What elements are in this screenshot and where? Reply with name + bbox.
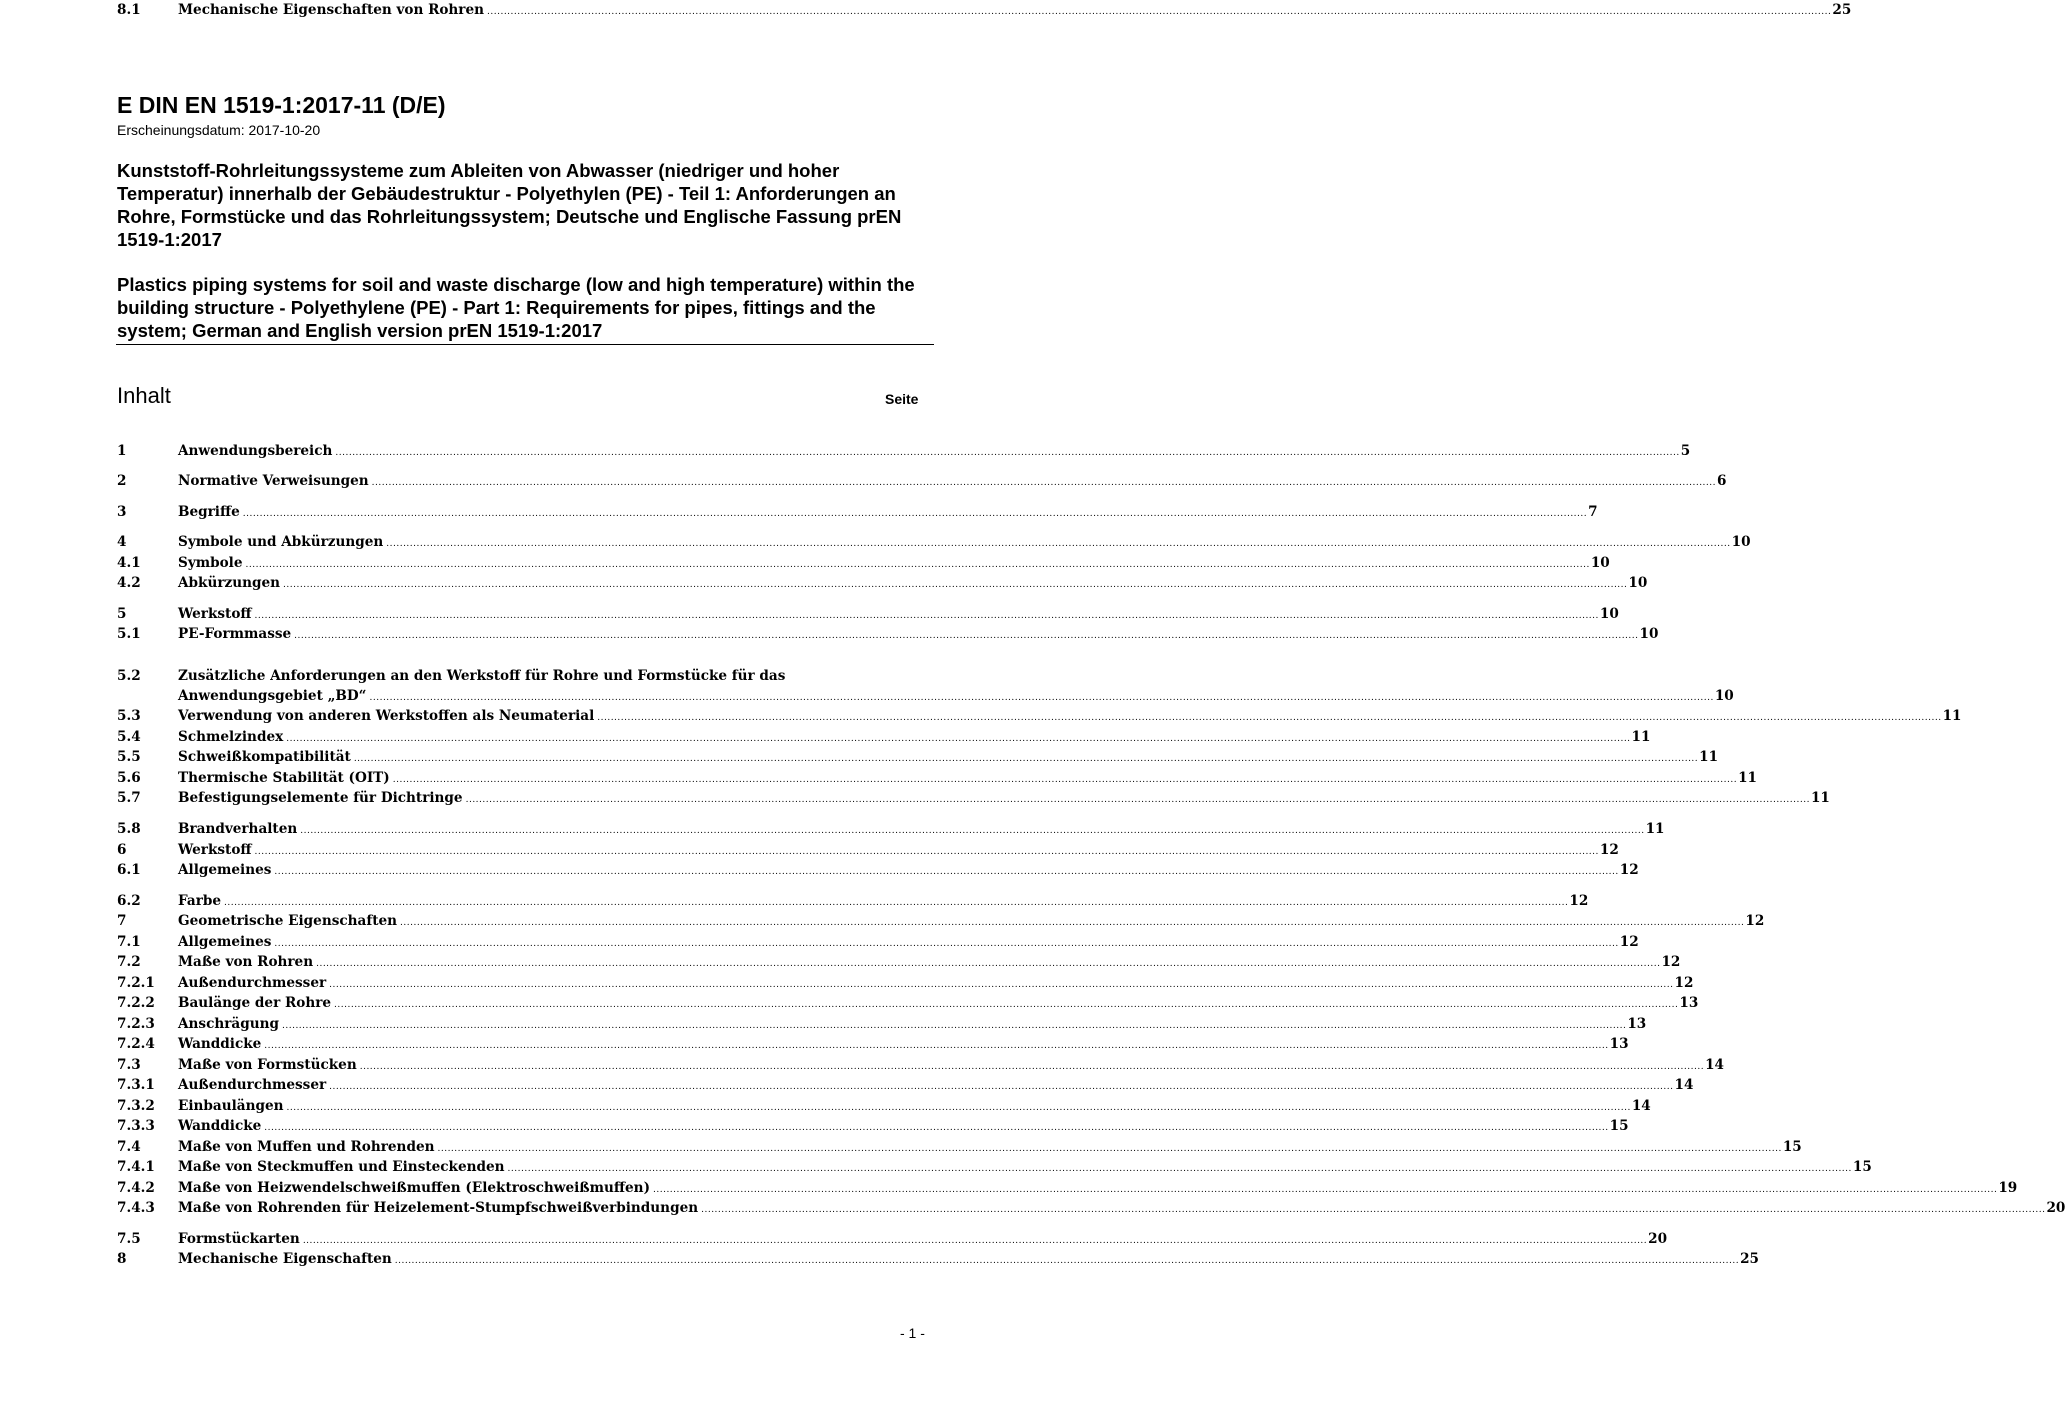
toc-entry-title: Anschrägung [178, 1016, 279, 1032]
toc-entry[interactable] [117, 1229, 1668, 1249]
toc-dot-leader: ................................................................................................................................................................................................................................................................................................................................................................................................................ [335, 448, 1680, 458]
toc-entry-page: 12 [1619, 934, 1639, 950]
toc-entry[interactable] [117, 747, 1719, 767]
toc-dot-leader: ................................................................................................................................................................................................................................................................................................................................................................................................................ [264, 1041, 1609, 1051]
toc-entry-number: 7.5 [117, 1231, 141, 1247]
toc-dot-leader: ................................................................................................................................................................................................................................................................................................................................................................................................................ [353, 754, 1699, 764]
toc-entry-page: 10 [1628, 575, 1648, 591]
toc-entry-number: 7.4.2 [117, 1180, 155, 1196]
toc-entry-number: 7.2.2 [117, 995, 155, 1011]
toc-dot-leader: ................................................................................................................................................................................................................................................................................................................................................................................................................ [701, 1205, 2046, 1215]
toc-entry-title: Maße von Formstücken [178, 1057, 357, 1073]
toc-dot-leader: ................................................................................................................................................................................................................................................................................................................................................................................................................ [386, 539, 1731, 549]
toc-entry[interactable] [117, 1157, 1872, 1177]
toc-entry-title: Maße von Rohren [178, 954, 314, 970]
toc-entry-number: 7.4.1 [117, 1159, 155, 1175]
toc-dot-leader: ................................................................................................................................................................................................................................................................................................................................................................................................................ [283, 580, 1628, 590]
toc-entry-number: 7.3.2 [117, 1098, 155, 1114]
toc-entry[interactable] [117, 553, 1610, 573]
toc-dot-leader: ................................................................................................................................................................................................................................................................................................................................................................................................................ [242, 509, 1588, 519]
document-id: E DIN EN 1519-1:2017-11 (D/E) [117, 92, 446, 118]
toc-entry-number: 6.1 [117, 862, 141, 878]
toc-entry-number: 7.2.4 [117, 1036, 155, 1052]
toc-dot-leader: ................................................................................................................................................................................................................................................................................................................................................................................................................ [282, 1021, 1627, 1031]
toc-entry[interactable] [117, 891, 1589, 911]
toc-entry-page: 15 [1782, 1139, 1802, 1155]
toc-entry-page: 19 [1998, 1180, 2018, 1196]
toc-entry[interactable] [117, 1198, 2065, 1218]
toc-entry[interactable] [117, 624, 1659, 644]
toc-entry-title: Zusätzliche Anforderungen an den Werkstoff für Rohre und Formstücke für das [178, 668, 786, 684]
toc-entry-title: Werkstoff [178, 842, 252, 858]
toc-entry[interactable] [117, 1055, 1724, 1075]
toc-entry-number: 5.8 [117, 821, 141, 837]
toc-entry-page: 12 [1619, 862, 1639, 878]
toc-entry-title: Schmelzindex [178, 729, 284, 745]
toc-dot-leader: ................................................................................................................................................................................................................................................................................................................................................................................................................ [329, 1082, 1674, 1092]
toc-entry-number: 5.3 [117, 708, 141, 724]
toc-entry-title: Thermische Stabilität (OIT) [178, 770, 390, 786]
toc-entry-page: 11 [1810, 790, 1830, 806]
toc-entry-page: 10 [1714, 688, 1734, 704]
toc-entry-title: Maße von Heizwendelschweißmuffen (Elektroschweißmuffen) [178, 1180, 650, 1196]
toc-entry[interactable] [117, 573, 1648, 593]
toc-entry-number: 5.5 [117, 749, 141, 765]
toc-entry-title: Befestigungselemente für Dichtringe [178, 790, 463, 806]
toc-entry-page: 10 [1731, 534, 1751, 550]
toc-entry-number: 7.4 [117, 1139, 141, 1155]
toc-entry-number: 7.3 [117, 1057, 141, 1073]
toc-entry[interactable] [117, 819, 1665, 839]
toc-entry-page: 13 [1609, 1036, 1629, 1052]
toc-entry[interactable] [117, 911, 1765, 931]
toc-entry-title: Symbole und Abkürzungen [178, 534, 384, 550]
toc-entry-number: 8.1 [117, 2, 141, 18]
toc-entry-title: Außendurchmesser [178, 975, 327, 991]
toc-entry[interactable] [117, 1014, 1647, 1034]
toc-entry[interactable] [117, 973, 1694, 993]
toc-entry-number: 5.1 [117, 626, 141, 642]
toc-entry-page: 15 [1609, 1118, 1629, 1134]
toc-entry[interactable] [117, 604, 1619, 624]
toc-dot-leader: ................................................................................................................................................................................................................................................................................................................................................................................................................ [392, 775, 1738, 785]
toc-entry-page: 11 [1631, 729, 1651, 745]
toc-entry-page: 12 [1569, 893, 1589, 909]
toc-entry-page: 7 [1588, 504, 1598, 520]
toc-entry-number: 1 [117, 443, 127, 459]
toc-dot-leader: ................................................................................................................................................................................................................................................................................................................................................................................................................ [465, 795, 1810, 805]
toc-entry-page: 10 [1599, 606, 1619, 622]
toc-dot-leader: ................................................................................................................................................................................................................................................................................................................................................................................................................ [359, 1062, 1705, 1072]
toc-dot-leader: ................................................................................................................................................................................................................................................................................................................................................................................................................ [254, 847, 1599, 857]
toc-entry-title: Abkürzungen [178, 575, 281, 591]
toc-entry[interactable] [117, 860, 1639, 880]
toc-entry-page: 15 [1852, 1159, 1872, 1175]
toc-entry-title: Mechanische Eigenschaften [178, 1251, 392, 1267]
toc-entry-number: 4.2 [117, 575, 141, 591]
toc-entry[interactable] [117, 1178, 2018, 1198]
toc-dot-leader: ................................................................................................................................................................................................................................................................................................................................................................................................................ [507, 1164, 1852, 1174]
toc-entry-page: 11 [1738, 770, 1757, 786]
toc-entry-page: 13 [1627, 1016, 1647, 1032]
toc-entry[interactable] [117, 706, 1962, 726]
english-title: Plastics piping systems for soil and waste discharge (low and high temperature) within the building structure - Polyethylene (PE) - Part 1: Requirements for pipes, fittings and the system; German and English version prEN 1519-1:2017 [117, 274, 915, 341]
toc-entry-page: 25 [1832, 2, 1852, 18]
toc-entry-number: 7.2 [117, 954, 141, 970]
toc-dot-leader: ................................................................................................................................................................................................................................................................................................................................................................................................................ [286, 734, 1631, 744]
toc-entry[interactable] [117, 668, 1734, 706]
title-divider [116, 344, 934, 345]
german-title: Kunststoff-Rohrleitungssysteme zum Ableiten von Abwasser (niedriger und hoher Temperatur) innerhalb der Gebäudestruktur - Polyethylen (PE) - Teil 1: Anforderungen an Rohre, Formstücke und das Rohrleitungssystem; Deutsche und Englische Fassung prEN 1519-1:2017 [117, 160, 902, 250]
toc-entry-number: 5 [117, 606, 127, 622]
toc-dot-leader: ................................................................................................................................................................................................................................................................................................................................................................................................................ [300, 826, 1645, 836]
toc-entry-number: 7.1 [117, 934, 141, 950]
toc-entry-number: 4 [117, 534, 127, 550]
toc-entry[interactable] [117, 1034, 1629, 1054]
toc-entry-number: 8 [117, 1251, 127, 1267]
toc-dot-leader: ................................................................................................................................................................................................................................................................................................................................................................................................................ [487, 7, 1832, 17]
toc-entry-title: Einbaulängen [178, 1098, 284, 1114]
toc-entry[interactable] [117, 441, 1691, 461]
toc-entry-title: Brandverhalten [178, 821, 298, 837]
toc-dot-leader: ................................................................................................................................................................................................................................................................................................................................................................................................................ [400, 918, 1745, 928]
toc-entry-page: 14 [1631, 1098, 1651, 1114]
toc-entry[interactable] [117, 932, 1639, 952]
toc-entry-title: PE-Formmasse [178, 626, 292, 642]
toc-entry-page: 11 [1699, 749, 1719, 765]
toc-entry[interactable] [117, 471, 1727, 491]
toc-entry-number: 5.7 [117, 790, 141, 806]
toc-entry-number: 5.2 [117, 668, 141, 684]
toc-entry-page: 20 [1648, 1231, 1668, 1247]
toc-entry-number: 7.3.1 [117, 1077, 155, 1093]
toc-entry[interactable] [117, 0, 1852, 20]
toc-entry-number: 2 [117, 473, 127, 489]
toc-entry[interactable] [117, 1137, 1802, 1157]
toc-entry[interactable] [117, 768, 1757, 788]
toc-entry[interactable] [117, 532, 1751, 552]
toc-dot-leader: ................................................................................................................................................................................................................................................................................................................................................................................................................ [274, 939, 1619, 949]
toc-entry-title: Außendurchmesser [178, 1077, 327, 1093]
toc-dot-leader: ................................................................................................................................................................................................................................................................................................................................................................................................................ [286, 1103, 1631, 1113]
toc-entry-number: 7.2.3 [117, 1016, 155, 1032]
toc-entry-number: 3 [117, 504, 127, 520]
toc-entry-title: Allgemeines [178, 934, 272, 950]
publication-date: Erscheinungsdatum: 2017-10-20 [117, 122, 321, 138]
toc-entry-page: 11 [1942, 708, 1962, 724]
toc-entry-page: 6 [1717, 473, 1727, 489]
toc-entry-page: 5 [1680, 443, 1691, 459]
toc-entry[interactable] [117, 1116, 1629, 1136]
toc-entry-number: 7.4.3 [117, 1200, 155, 1216]
toc-entry[interactable] [117, 1075, 1694, 1095]
toc-dot-leader: ................................................................................................................................................................................................................................................................................................................................................................................................................ [294, 631, 1639, 641]
toc-dot-leader: ................................................................................................................................................................................................................................................................................................................................................................................................................ [369, 693, 1714, 703]
toc-entry-page: 11 [1645, 821, 1665, 837]
toc-dot-leader: ................................................................................................................................................................................................................................................................................................................................................................................................................ [597, 713, 1942, 723]
toc-dot-leader: ................................................................................................................................................................................................................................................................................................................................................................................................................ [334, 1000, 1679, 1010]
toc-entry-page: 10 [1590, 555, 1610, 571]
toc-entry-number: 5.6 [117, 770, 141, 786]
toc-dot-leader: ................................................................................................................................................................................................................................................................................................................................................................................................................ [437, 1144, 1782, 1154]
toc-heading: Inhalt [117, 383, 171, 408]
toc-dot-leader: ................................................................................................................................................................................................................................................................................................................................................................................................................ [329, 980, 1674, 990]
toc-entry-page: 20 [2046, 1200, 2065, 1216]
toc-entry[interactable] [117, 1096, 1651, 1116]
toc-entry-title: Allgemeines [178, 862, 272, 878]
toc-entry-title: Werkstoff [178, 606, 252, 622]
toc-entry[interactable] [117, 1249, 1760, 1269]
toc-page-label: Seite [885, 391, 919, 407]
toc-dot-leader: ................................................................................................................................................................................................................................................................................................................................................................................................................ [316, 959, 1661, 969]
toc-entry-number: 4.1 [117, 555, 141, 571]
toc-entry-title: Maße von Steckmuffen und Einsteckenden [178, 1159, 505, 1175]
toc-dot-leader: ................................................................................................................................................................................................................................................................................................................................................................................................................ [302, 1236, 1648, 1246]
toc-entry-title: Maße von Rohrenden für Heizelement-Stumpfschweißverbindungen [178, 1200, 699, 1216]
toc-entry-title: Anwendungsbereich [178, 443, 333, 459]
toc-entry-page: 12 [1661, 954, 1681, 970]
toc-entry-page: 14 [1705, 1057, 1724, 1073]
toc-entry-page: 12 [1674, 975, 1694, 991]
toc-entry-number: 6.2 [117, 893, 141, 909]
toc-entry-page: 10 [1639, 626, 1659, 642]
toc-dot-leader: ................................................................................................................................................................................................................................................................................................................................................................................................................ [394, 1256, 1740, 1266]
toc-dot-leader: ................................................................................................................................................................................................................................................................................................................................................................................................................ [653, 1185, 1998, 1195]
toc-entry-title: Symbole [178, 555, 243, 571]
toc-dot-leader: ................................................................................................................................................................................................................................................................................................................................................................................................................ [371, 478, 1716, 488]
toc-entry-number: 7.2.1 [117, 975, 155, 991]
toc-entry-title: Verwendung von anderen Werkstoffen als Neumaterial [178, 708, 595, 724]
toc-entry[interactable] [117, 727, 1651, 747]
toc-entry-title: Wanddicke [178, 1118, 262, 1134]
toc-entry-title: Geometrische Eigenschaften [178, 913, 398, 929]
toc-entry-title: Formstückarten [178, 1231, 300, 1247]
toc-entry[interactable] [117, 502, 1598, 522]
page-number: - 1 - [900, 1325, 925, 1341]
toc-entry[interactable] [117, 840, 1619, 860]
toc-entry-title: Farbe [178, 893, 222, 909]
toc-entry-page: 25 [1740, 1251, 1760, 1267]
toc-entry-title-continuation: Anwendungsgebiet „BD“ [178, 688, 367, 704]
toc-entry-page: 12 [1599, 842, 1619, 858]
toc-entry-number: 7 [117, 913, 127, 929]
toc-entry-page: 14 [1674, 1077, 1694, 1093]
toc-entry-title: Maße von Muffen und Rohrenden [178, 1139, 435, 1155]
toc-entry-title: Schweißkompatibilität [178, 749, 351, 765]
toc-dot-leader: ................................................................................................................................................................................................................................................................................................................................................................................................................ [224, 898, 1569, 908]
toc-entry-number: 5.4 [117, 729, 141, 745]
toc-dot-leader: ................................................................................................................................................................................................................................................................................................................................................................................................................ [245, 560, 1590, 570]
toc-entry[interactable] [117, 952, 1681, 972]
toc-dot-leader: ................................................................................................................................................................................................................................................................................................................................................................................................................ [264, 1123, 1609, 1133]
toc-entry-title: Begriffe [178, 504, 240, 520]
toc-entry[interactable] [117, 993, 1699, 1013]
toc-entry[interactable] [117, 788, 1830, 808]
toc-entry-title: Mechanische Eigenschaften von Rohren [178, 2, 485, 18]
toc-entry-page: 13 [1679, 995, 1699, 1011]
toc-entry-number: 7.3.3 [117, 1118, 155, 1134]
toc-dot-leader: ................................................................................................................................................................................................................................................................................................................................................................................................................ [254, 611, 1599, 621]
toc-entry-title: Baulänge der Rohre [178, 995, 332, 1011]
toc-entry-title: Normative Verweisungen [178, 473, 369, 489]
toc-entry-number: 6 [117, 842, 127, 858]
toc-dot-leader: ................................................................................................................................................................................................................................................................................................................................................................................................................ [274, 867, 1619, 877]
toc-entry-page: 12 [1745, 913, 1765, 929]
toc-entry-title: Wanddicke [178, 1036, 262, 1052]
